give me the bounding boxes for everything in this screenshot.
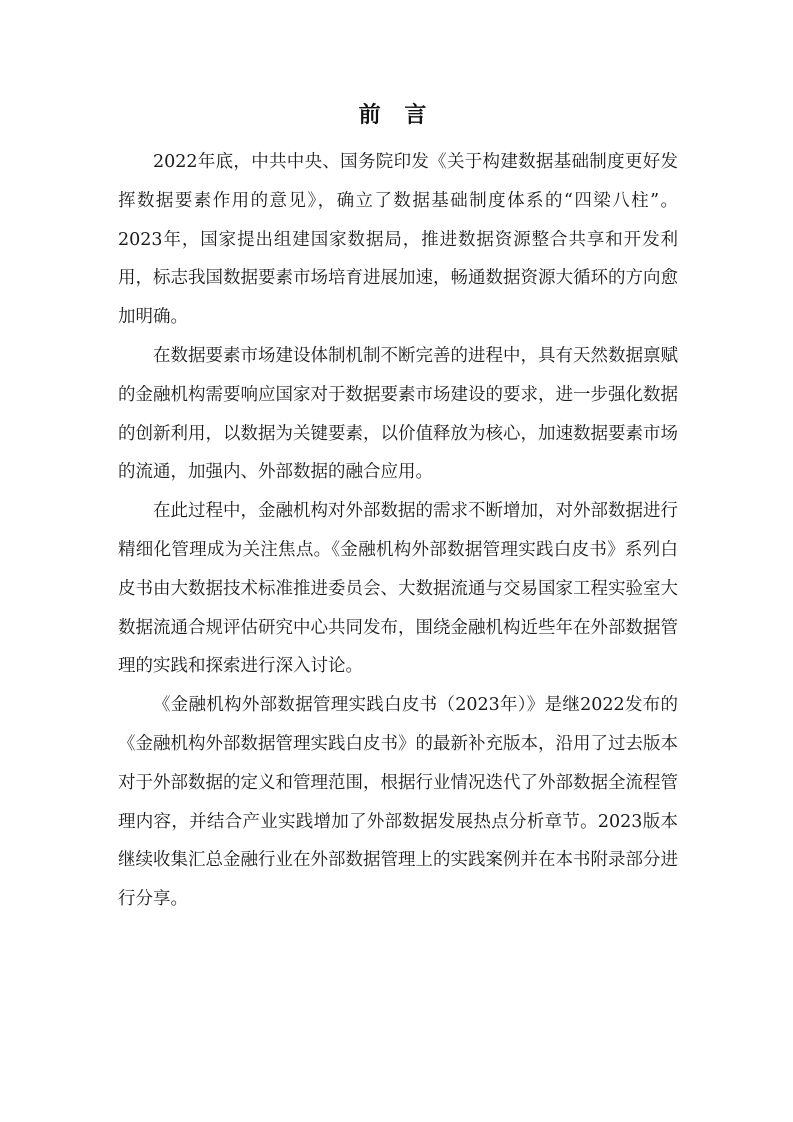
paragraph-4: 《金融机构外部数据管理实践白皮书（2023年）》是继2022发布的《金融机构外部数据管理实践白皮书》的最新补充版本，沿用了过去版本对于外部数据的定义和管理范围，根据行业情况迭代了外部数据全流程管理内容，并结合产业实践增加了外部数据发展热点分析章节。2023版本继续收集汇总金融行业在外部数据管理上的实践案例并在本书附录部分进行分享。 [118, 695, 678, 910]
paragraph-1: 2022年底，中共中央、国务院印发《关于构建数据基础制度更好发挥数据要素作用的意见》，确立了数据基础制度体系的“四梁八柱”。2023年，国家提出组建国家数据局，推进数据资源整合共享和开发利用，标志我国数据要素市场培育进展加速，畅通数据资源大循环的方向愈加明确。 [118, 152, 678, 328]
paragraph-3: 在此过程中，金融机构对外部数据的需求不断增加，对外部数据进行精细化管理成为关注焦点。《金融机构外部数据管理实践白皮书》系列白皮书由大数据技术标准推进委员会、大数据流通与交易国家工程实验室大数据流通合规评估研究中心共同发布，围绕金融机构近些年在外部数据管理的实践和探索进行深入讨论。 [118, 501, 678, 677]
body-text [118, 143, 678, 919]
paragraph-2: 在数据要素市场建设体制机制不断完善的进程中，具有天然数据禀赋的金融机构需要响应国家对于数据要素市场建设的要求，进一步强化数据的创新利用，以数据为关键要素，以价值释放为核心，加速数据要素市场的流通，加强内、外部数据的融合应用。 [118, 345, 678, 483]
page-title: 前 言 [358, 103, 435, 128]
